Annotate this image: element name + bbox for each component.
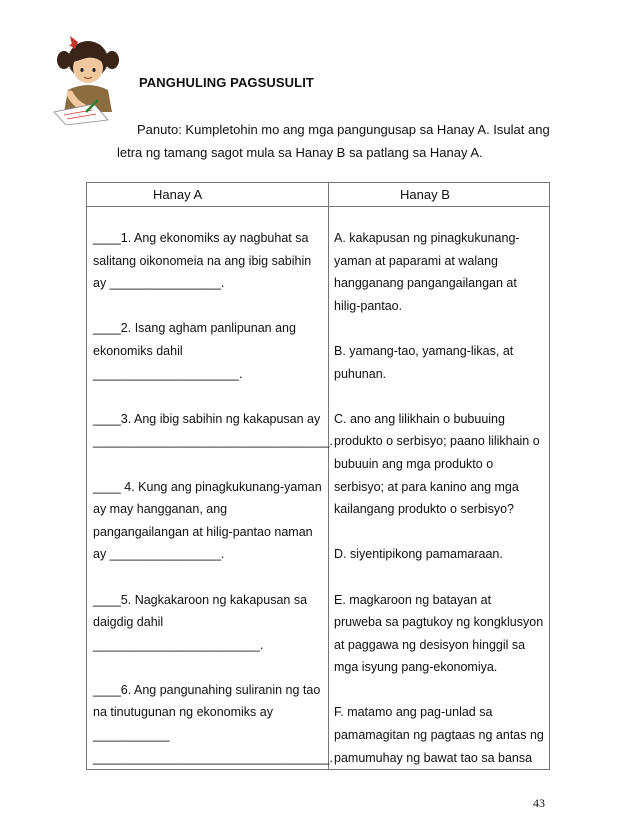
item-line: pruweba sa pagtukoy ng kongklusyon: [334, 615, 544, 630]
page-number: 43: [533, 796, 545, 810]
item-line: pamamagitan ng pagtaas ng antas ng: [334, 728, 544, 743]
hanay-a-item-1: [93, 227, 325, 295]
item-line: ay ________________.: [93, 547, 225, 562]
item-line: na tinutugunan ng ekonomiks ay: [93, 705, 273, 720]
item-line: hangganang pangangailangan at: [334, 276, 517, 291]
item-line: pamumuhay ng bawat tao sa bansa: [334, 750, 533, 765]
item-line: bubuuin ang mga produkto o: [334, 456, 494, 471]
page-title: PANGHULING PAGSUSULIT: [139, 75, 314, 90]
instructions-line-1: Panuto: Kumpletohin mo ang mga pangungusap sa Hanay A. Isulat ang: [137, 122, 550, 137]
item-line: F. matamo ang pag-unlad sa: [334, 705, 493, 720]
item-line: D. siyentipikong pamamaraan.: [334, 547, 503, 562]
header-hanay-b: Hanay B: [400, 187, 450, 202]
item-line: E. magkaroon ng batayan at: [334, 592, 492, 607]
hanay-a-item-3: [93, 408, 333, 453]
header-hanay-a: Hanay A: [153, 187, 203, 202]
item-line: ________________________.: [93, 637, 264, 652]
item-line: kailangang produkto o serbisyo?: [334, 502, 514, 517]
item-line: ____1. Ang ekonomiks ay nagbuhat sa: [93, 231, 309, 245]
item-line: mga isyung pang-ekonomiya.: [334, 660, 498, 675]
matching-table: [86, 182, 550, 770]
hanay-b-column: [334, 227, 546, 792]
item-line: serbisyo; at para kanino ang mga: [334, 479, 519, 494]
hanay-a-item-6: [93, 679, 333, 769]
item-line: C. ano ang lilikhain o bubuuing: [334, 411, 505, 426]
header-divider: [87, 206, 549, 207]
hanay-b-item-a: [334, 227, 546, 317]
item-line: _____________________.: [93, 366, 243, 381]
item-line: ____ 4. Kung ang pinagkukunang-yaman: [93, 479, 322, 494]
item-line: ay may hangganan, ang: [93, 502, 228, 517]
item-line: ___________: [93, 728, 170, 743]
hanay-a-column: [93, 227, 333, 792]
hanay-b-item-c: [334, 408, 546, 521]
item-line: ____6. Ang pangunahing suliranin ng tao: [93, 682, 321, 697]
item-line: ekonomiks dahil: [93, 343, 183, 358]
girl-writing-illustration: [50, 30, 125, 125]
column-divider: [328, 183, 329, 769]
item-line: pangangailangan at hilig-pantao naman: [93, 524, 313, 539]
item-line: salitang oikonomeia na ang ibig sabihin: [93, 253, 312, 268]
item-line: A. kakapusan ng pinagkukunang-: [334, 231, 520, 245]
instructions: [117, 118, 557, 164]
instructions-line-2: letra ng tamang sagot mula sa Hanay B sa patlang sa Hanay A.: [117, 145, 483, 160]
hanay-a-item-5: [93, 589, 325, 657]
item-line: B. yamang-tao, yamang-likas, at: [334, 343, 514, 358]
hanay-a-item-2: [93, 317, 325, 385]
item-line: ____5. Nagkakaroon ng kakapusan sa: [93, 592, 308, 607]
item-line: at paggawa ng desisyon hinggil sa: [334, 637, 526, 652]
item-line: hilig-pantao.: [334, 298, 403, 313]
item-line: ay ________________.: [93, 276, 225, 291]
item-line: produkto o serbisyo; paano lilikhain o: [334, 434, 540, 449]
item-line: yaman at paparami at walang: [334, 253, 498, 268]
item-line: daigdig dahil: [93, 615, 164, 630]
hanay-b-item-b: [334, 340, 546, 385]
item-line: ____2. Isang agham panlipunan ang: [93, 321, 296, 336]
hanay-a-item-4: [93, 476, 325, 566]
hanay-b-item-d: [334, 543, 546, 566]
item-line: __________________________________.: [93, 750, 333, 765]
item-line: __________________________________.: [93, 434, 333, 449]
hanay-b-item-f: [334, 701, 546, 769]
item-line: ____3. Ang ibig sabihin ng kakapusan ay: [93, 411, 321, 426]
hanay-b-item-e: [334, 589, 546, 679]
item-line: puhunan.: [334, 366, 387, 381]
